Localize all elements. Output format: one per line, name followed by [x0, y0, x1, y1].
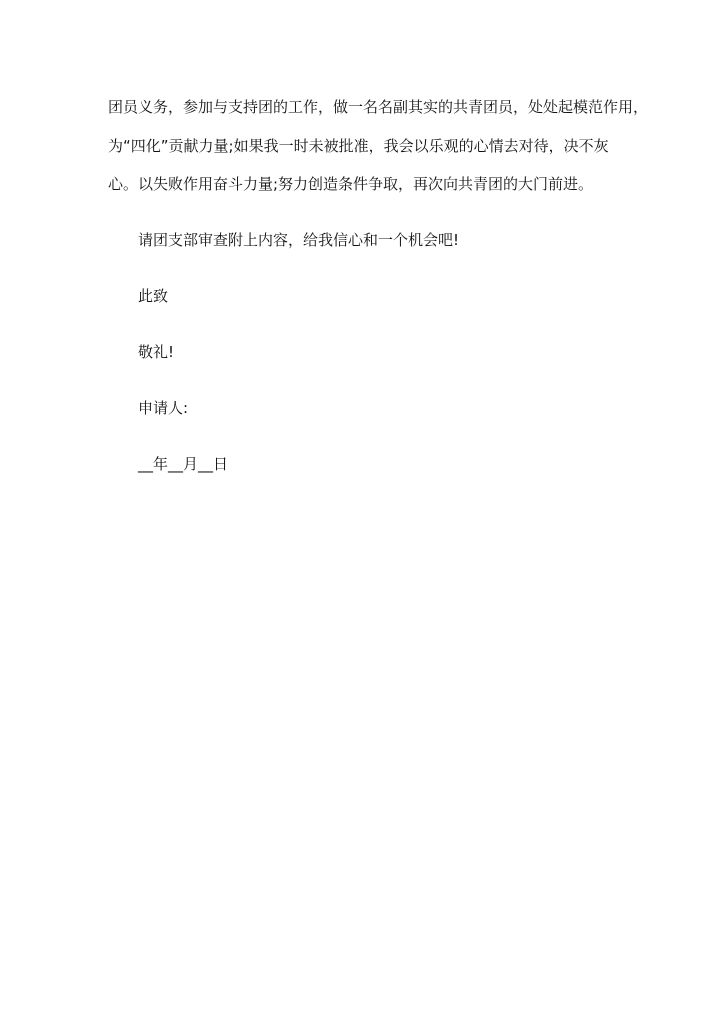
- request-paragraph: 请团支部审查附上内容，给我信心和一个机会吧!: [138, 231, 460, 249]
- salutation-text: 此致: [138, 287, 169, 305]
- regards-text: 敬礼!: [138, 343, 175, 361]
- body-text-line: 为“四化”贡献力量;如果我一时未被批准，我会以乐观的心情去对待，决不灰: [108, 137, 609, 155]
- body-text-line: 团员义务，参加与支持团的工作，做一名名副其实的共青团员，处处起模范作用，: [108, 98, 649, 116]
- body-text-line: 心。以失败作用奋斗力量;努力创造条件争取，再次向共青团的大门前进。: [108, 175, 594, 193]
- applicant-label: 申请人:: [138, 399, 189, 417]
- date-line: __年__月__日: [138, 455, 229, 473]
